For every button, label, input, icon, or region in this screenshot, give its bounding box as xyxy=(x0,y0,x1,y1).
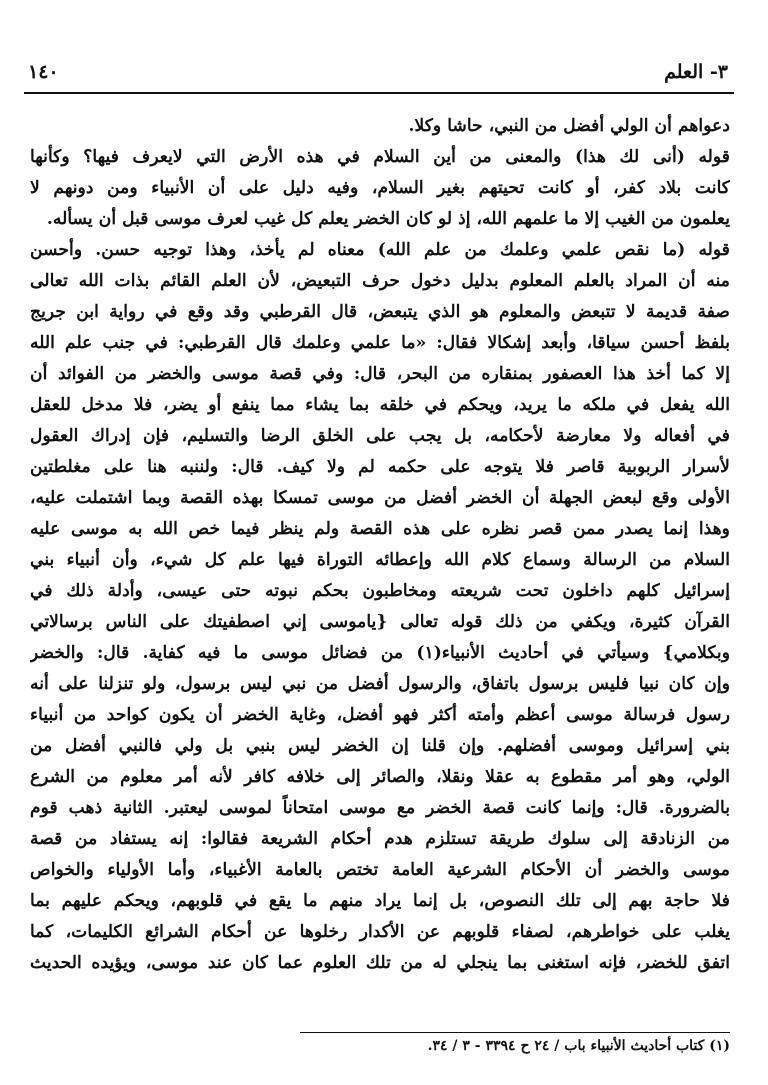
text-line: بالضرورة. قال: وإنما كانت قصة الخضر مع موسى امتحاناً لموسى ليعتبر. الثانية ذهب قوم xyxy=(30,798,730,818)
text-line: الله يفعل في ملكه ما يريد، ويحكم في خلقه بما يشاء مما ينفع أو يضر، فلا مدخل للعقل xyxy=(30,395,730,415)
text-line: بني إسرائيل وموسى أفضلهم. وإن قلنا إن الخضر ليس بنبي بل ولي فالنبي أفضل من xyxy=(30,736,730,756)
text-line: رسول فرسالة موسى أعظم وأمته أكثر فهو أفضل، وغاية الخضر أن يكون كواحد من أنبياء xyxy=(30,705,730,725)
text-line: يغلب على خواطرهم، لصفاء قلوبهم عن الأكدار رخلوها عن أحكام الشرائع الكليمات، كما xyxy=(30,922,730,942)
text-line: السلام من الرسالة وسماع كلام الله وإعطائه التوراة فيها علم كل شيء، وأن أنبياء بني xyxy=(30,550,730,570)
body-text xyxy=(30,111,730,979)
text-line: في أفعاله ولا معارضة لأحكامه، بل يجب على الخلق الرضا والتسليم، فإن إدراك العقول xyxy=(30,426,730,446)
page-number: ١٤٠ xyxy=(28,61,59,83)
chapter-title: ٣- العلم xyxy=(664,61,728,83)
footnote: (١) كتاب أحاديث الأنبياء باب / ٢٤ ح ٣٣٩٤ - ٣ / ٣٤. xyxy=(427,1038,730,1054)
text-line: قوله (ما نقص علمي وعلمك من علم الله) معناه لم يأخذ، وهذا توجيه حسن. وأحسن xyxy=(30,240,730,260)
text-line: إلا كما أخذ هذا العصفور بمنقاره من البحر، قال: وفي قصة موسى والخضر من الفوائد أن xyxy=(30,364,730,384)
text-line: الولي، وهو أمر مقطوع به عقلا ونقلا، والصائر إلى خلافه كافر لأنه أمر معلوم من الشرع xyxy=(30,767,730,787)
header-rule xyxy=(24,92,734,94)
text-line: كانت بلاد كفر، أو كانت تحيتهم بغير السلام، وفيه دليل على أن الأنبياء ومن دونهم لا xyxy=(30,178,730,198)
text-line: بلفظ أحسن سياقا، وأبعد إشكالا فقال: «ما علمي وعلمك قال القرطبي: في جنب علم الله xyxy=(30,333,730,353)
text-line: منه أن المراد بالعلم المعلوم بدليل دخول حرف التبعيض، لأن العلم القائم بذات الله تعالى xyxy=(30,271,730,291)
text-line: فلا حاجة بهم إلى تلك النصوص، بل إنما يراد منهم ما يقع في قلوبهم، ويحكم عليهم بما xyxy=(30,891,730,911)
text-line: دعواهم أن الولي أفضل من النبي، حاشا وكلا. xyxy=(408,116,730,136)
text-line: لأسرار الربوبية قاصر فلا يتوجه على حكمه لم ولا كيف. قال: ولننبه هنا على مغلطتين xyxy=(30,457,730,477)
text-line: اتفق للخضر، فإنه استغنى بما ينجلي له من تلك العلوم عما كان عند موسى، ويؤيده الحديث xyxy=(30,953,730,973)
text-line: إسرائيل كلهم داخلون تحت شريعته ومخاطبون بحكم نبوته حتى عيسى، وأدلة ذلك في xyxy=(30,581,730,601)
text-line: يعلمون من الغيب إلا ما علمهم الله، إذ لو كان الخضر يعلم كل غيب لعرف موسى قبل أن يسأله. xyxy=(46,209,730,229)
text-line: وإن كان نبيا فليس برسول باتفاق، والرسول أفضل من نبي ليس برسول، ولو تنزلنا على أنه xyxy=(30,674,730,694)
footnote-rule xyxy=(300,1032,730,1033)
page-header xyxy=(28,58,728,86)
text-line: صفة قديمة لا تتبعض والمعلوم هو الذي يتبعض، قال القرطبي وقد وقع في رواية ابن جريج xyxy=(30,302,730,322)
text-line: قوله (أنى لك هذا) والمعنى من أين السلام في هذه الأرض التي لايعرف فيها؟ وكأنها xyxy=(30,147,730,167)
text-line: القرآن كثيرة، ويكفي من ذلك قوله تعالى {ياموسى إني اصطفيتك على الناس برسالاتي xyxy=(30,612,730,632)
text-line: الأولى وقع لبعض الجهلة أن الخضر أفضل من موسى تمسكا بهذه القصة وبما اشتملت عليه، xyxy=(30,488,730,508)
text-line: موسى والخضر أن الأحكام الشرعية العامة تختص بالعامة الأغبياء، وأما الأولياء والخواص xyxy=(30,860,730,880)
text-line: من الزنادقة إلى سلوك طريقة تستلزم هدم أحكام الشريعة فقالوا: إنه يستفاد من قصة xyxy=(30,829,730,849)
text-line: وهذا إنما يصدر ممن قصر نظره على هذه القصة ولم ينظر فيما خص الله به موسى عليه xyxy=(30,519,730,539)
text-line: وبكلامي} وسيأتي في أحاديث الأنبياء(١) من فضائل موسى ما فيه كفاية. قال: والخضر xyxy=(30,643,730,663)
